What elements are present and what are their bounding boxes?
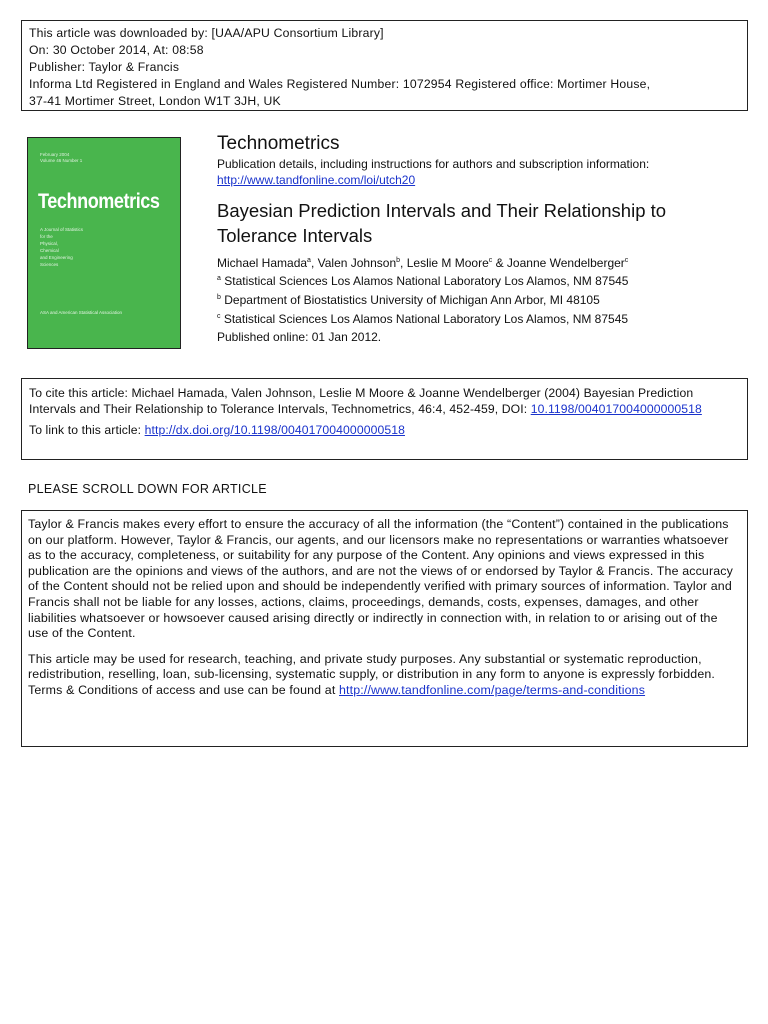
author-separator: &: [492, 256, 507, 270]
cover-subtitle: A Journal of Statistics for the Physical, Chemical and Engineering Sciences: [40, 227, 84, 267]
article-doi-url-link[interactable]: http://dx.doi.org/10.1198/004017004000000518: [144, 423, 405, 437]
usage-terms-paragraph: This article may be used for research, teaching, and private study purposes. Any substantial or systematic reproduction, redistribution, reselling, loan, sub-licensing, systematic supply, or distribution in any form to anyone is expressly forbidden. Terms & Conditions of access and use can be found at http://www.tandfonline.com/page/terms-and-conditions: [28, 651, 716, 697]
published-date: Published online: 01 Jan 2012.: [217, 330, 382, 344]
cover-title: Technometrics: [38, 190, 160, 213]
author-name: Joanne Wendelberger: [506, 256, 625, 270]
affiliation-item: [217, 291, 737, 310]
affiliation-text: Department of Biostatistics University of Michigan Ann Arbor, MI 48105: [224, 293, 600, 307]
download-notice-box: [21, 20, 748, 111]
journal-name: Technometrics: [217, 133, 340, 154]
download-notice-line: Informa Ltd Registered in England and Wales Registered Number: 1072954 Registered office: Mortimer House,: [29, 77, 651, 91]
author-name: Leslie M Moore: [406, 256, 489, 270]
author-name: Valen Johnson: [317, 256, 397, 270]
terms-conditions-link[interactable]: http://www.tandfonline.com/page/terms-and-conditions: [339, 682, 646, 697]
affiliation-list: [217, 272, 737, 329]
article-link-label: To link to this article:: [29, 423, 145, 437]
disclaimer-paragraph: Taylor & Francis makes every effort to ensure the accuracy of all the information (the “Content”) contained in the publications on our platform. However, Taylor & Francis, our agents, and our licensors make no representations or warranties whatsoever as to the accuracy, completeness, or suitability for any purpose of the Content. Any opinions and views expressed in this publication are the opinions and views of the authors, and are not the views of or endorsed by Taylor & Francis. The accuracy of the Content should not be relied upon and should be independently verified with primary sources of information. Taylor and Francis shall not be liable for any losses, actions, claims, proceedings, demands, costs, expenses, damages, and other liabilities whatsoever or howsoever caused arising directly or indirectly in connection with, in relation to or arising out of the use of the Content.: [28, 517, 733, 641]
download-notice-line: 37-41 Mortimer Street, London W1T 3JH, UK: [29, 94, 281, 108]
disclaimer-box: [21, 510, 748, 747]
doi-link[interactable]: 10.1198/004017004000000518: [530, 402, 702, 416]
article-link-line: [29, 422, 740, 438]
affiliation-marker: c: [217, 313, 221, 320]
affiliation-item: [217, 272, 737, 291]
download-notice-line: On: 30 October 2014, At: 08:58: [29, 43, 204, 57]
author-affiliation-marker: a: [307, 257, 311, 264]
article-header: [217, 132, 737, 345]
affiliation-marker: b: [217, 294, 221, 301]
journal-cover-image: [27, 137, 181, 349]
affiliation-text: Statistical Sciences Los Alamos National Laboratory Los Alamos, NM 87545: [224, 274, 629, 288]
author-affiliation-marker: b: [396, 257, 401, 264]
download-notice-line: This article was downloaded by: [UAA/APU Consortium Library]: [29, 26, 384, 40]
journal-url-link[interactable]: http://www.tandfonline.com/loi/utch20: [217, 173, 416, 187]
article-title: Bayesian Prediction Intervals and Their Relationship to Tolerance Intervals: [217, 200, 667, 246]
citation-text: To cite this article: Michael Hamada, Valen Johnson, Leslie M Moore & Joanne Wendelberger (2004) Bayesian Prediction Intervals and Their Relationship to Tolerance Intervals, Technometrics, 46:4, 452-459, DOI: 10.1198/004017004000000518: [29, 386, 702, 416]
citation-box: [21, 378, 748, 460]
author-affiliation-marker: c: [488, 257, 493, 264]
cover-issue-info: February 2004 Volume 46 Number 1: [40, 152, 83, 163]
cover-publisher: ASA and American Statistical Association: [40, 310, 123, 315]
author-affiliation-marker: c: [624, 257, 629, 264]
publication-details: Publication details, including instructions for authors and subscription information:: [217, 157, 650, 171]
download-notice-line: Publisher: Taylor & Francis: [29, 60, 180, 74]
author-separator: ,: [310, 256, 318, 270]
affiliation-marker: a: [217, 275, 221, 282]
author-list: [217, 255, 737, 272]
author-separator: ,: [400, 256, 407, 270]
author-name: Michael Hamada: [217, 256, 308, 270]
affiliation-text: Statistical Sciences Los Alamos National Laboratory Los Alamos, NM 87545: [223, 312, 629, 326]
scroll-down-notice: PLEASE SCROLL DOWN FOR ARTICLE: [28, 482, 267, 496]
affiliation-item: [217, 310, 737, 329]
